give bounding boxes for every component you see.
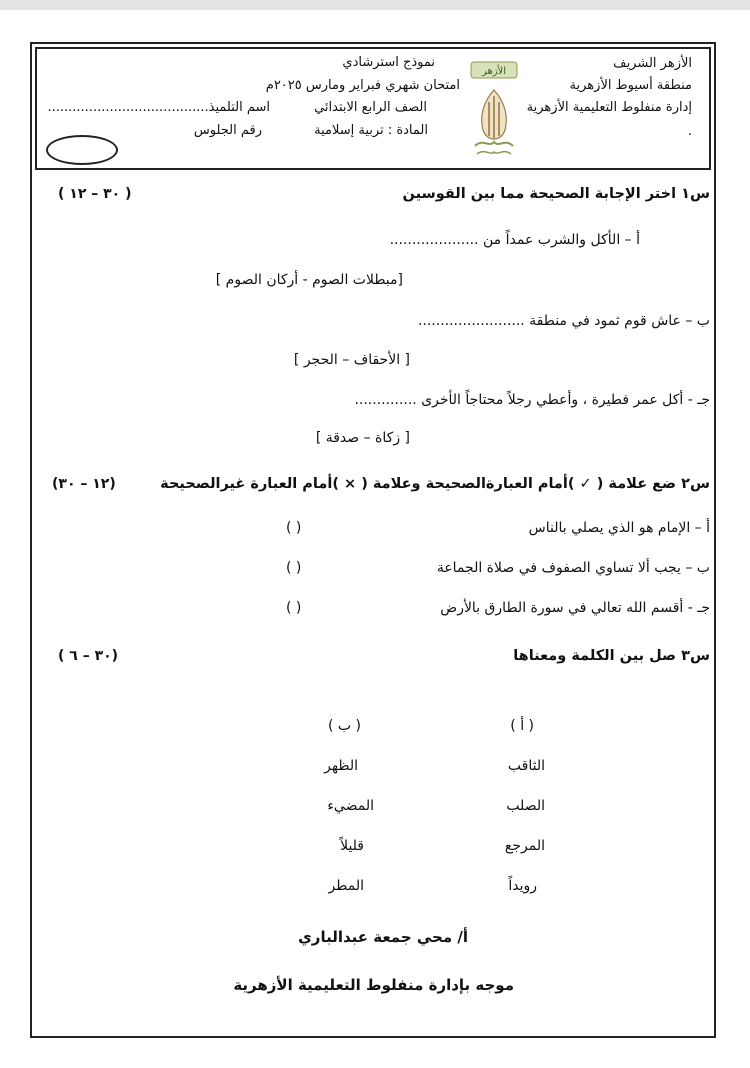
supervisor-role: موجه بإدارة منفلوط التعليمية الأزهرية xyxy=(233,976,514,994)
header-administration: إدارة منفلوط التعليمية الأزهرية xyxy=(526,100,692,115)
header-azhar: الأزهر الشريف xyxy=(613,56,692,71)
column-b-item: الظهر xyxy=(324,758,358,774)
q2-range: (١٢ – ٣٠) xyxy=(52,476,116,492)
top-bar xyxy=(0,0,750,10)
q2-item-a: أ – الإمام هو الذي يصلي بالناس xyxy=(528,520,710,536)
q2-bracket-c: ( ) xyxy=(286,600,302,616)
column-a-header: ( أ ) xyxy=(510,718,534,734)
grade-label: الصف الرابع الابتدائي xyxy=(314,100,427,115)
q1-options-a: [مبطلات الصوم - أركان الصوم ] xyxy=(215,272,403,288)
teacher-signature: أ/ محي جمعة عبدالباري xyxy=(298,928,468,946)
q2-bracket-b: ( ) xyxy=(286,560,302,576)
q2-bracket-a: ( ) xyxy=(286,520,302,536)
model-title: نموذج استرشادي xyxy=(342,55,435,70)
q1-options-b: [ الأحقاف – الحجر ] xyxy=(293,352,410,368)
header-region: منطقة أسيوط الأزهرية xyxy=(569,78,692,93)
q1-range: ( ٣٠ – ١٢ ) xyxy=(58,186,132,202)
q1-item-a: أ – الأكل والشرب عمداً من .................... xyxy=(389,232,640,248)
header-dot: . xyxy=(687,124,692,139)
logo-text: الأزهر xyxy=(481,66,507,77)
column-b-item: قليلاً xyxy=(340,838,364,854)
q2-item-b: ب – يجب ألا تساوي الصفوف في صلاة الجماعة xyxy=(436,560,710,576)
column-b-item: المطر xyxy=(328,878,364,894)
q1-options-c: [ زكاة – صدقة ] xyxy=(315,430,410,446)
column-a-item: رويداً xyxy=(508,878,537,894)
student-name-field: اسم التلميذ....................................... xyxy=(47,100,270,115)
q2-item-c: جـ - أقسم الله تعالي في سورة الطارق بالأرض xyxy=(440,600,710,616)
column-a-item: الثاقب xyxy=(507,758,545,774)
subject-label: المادة : تربية إسلامية xyxy=(314,123,428,138)
q3-range: ( ٣٠ – ٦) xyxy=(58,648,119,664)
q1-title: س١ اختر الإجابة الصحيحة مما بين القوسين xyxy=(402,186,710,202)
column-b-item: المضيء xyxy=(327,798,374,814)
column-a-item: المرجع xyxy=(504,838,545,854)
column-a-item: الصلب xyxy=(506,798,545,814)
exam-title: امتحان شهري فبراير ومارس ٢٠٢٥م xyxy=(265,78,460,93)
q3-title: س٣ صل بين الكلمة ومعناها xyxy=(513,648,710,664)
column-b-header: ( ب ) xyxy=(327,718,361,734)
q1-item-c: جـ - أكل عمر فطيرة ، وأعطي رجلاً محتاجاً الأخرى .............. xyxy=(354,392,710,408)
seat-number-label: رقم الجلوس xyxy=(193,123,262,138)
azhar-logo-icon xyxy=(465,56,523,164)
seat-number-oval xyxy=(46,135,118,165)
q1-item-b: ب – عاش قوم ثمود في منطقة ........................ xyxy=(417,313,710,329)
q2-title: س٢ ضع علامة ( ✓ )أمام العبارةالصحيحة وعلامة ( × )أمام العبارة غيرالصحيحة xyxy=(160,476,710,492)
